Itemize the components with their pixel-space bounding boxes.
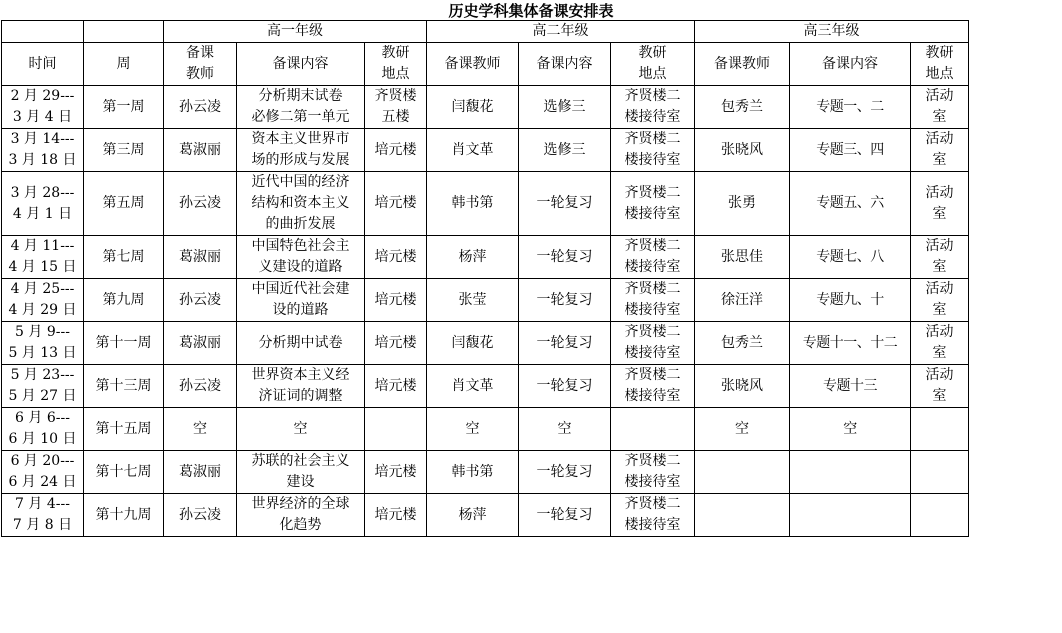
week-cell: 第一周 — [84, 86, 164, 129]
g3-teacher-cell: 徐汪洋 — [695, 279, 790, 322]
g2-location-cell — [611, 408, 695, 451]
g3-teacher-cell: 张勇 — [695, 172, 790, 236]
g2-location-cell: 齐贤楼二 楼接待室 — [611, 236, 695, 279]
g1-teacher-cell: 葛淑丽 — [164, 322, 237, 365]
g2-content-cell: 空 — [519, 408, 611, 451]
table-row — [2, 129, 969, 172]
time-cell: 3 月 28--- 4 月 1 日 — [2, 172, 84, 236]
g2-teacher-cell: 杨萍 — [427, 236, 519, 279]
g1-teacher-cell: 孙云凌 — [164, 279, 237, 322]
header-g2-content: 备课内容 — [519, 43, 611, 86]
g3-content-cell: 专题五、六 — [790, 172, 911, 236]
g2-content-cell: 一轮复习 — [519, 322, 611, 365]
g3-teacher-cell — [695, 494, 790, 537]
header-g3-teacher: 备课教师 — [695, 43, 790, 86]
g2-teacher-cell: 空 — [427, 408, 519, 451]
g2-teacher-cell: 肖文革 — [427, 365, 519, 408]
g3-location-cell — [911, 408, 969, 451]
g3-teacher-cell: 包秀兰 — [695, 86, 790, 129]
g3-content-cell: 专题十一、十二 — [790, 322, 911, 365]
g1-content-cell: 分析期中试卷 — [237, 322, 365, 365]
g1-location-cell: 培元楼 — [365, 322, 427, 365]
g2-teacher-cell: 闫馥花 — [427, 322, 519, 365]
grade-header-row — [2, 21, 969, 43]
column-header-row — [2, 43, 969, 86]
g1-content-cell: 分析期末试卷 必修二第一单元 — [237, 86, 365, 129]
week-cell: 第十五周 — [84, 408, 164, 451]
g2-teacher-cell: 韩书第 — [427, 172, 519, 236]
g1-location-cell: 齐贤楼 五楼 — [365, 86, 427, 129]
week-cell: 第十七周 — [84, 451, 164, 494]
corner-cell — [84, 21, 164, 43]
g3-teacher-cell: 张思佳 — [695, 236, 790, 279]
time-cell: 7 月 4--- 7 月 8 日 — [2, 494, 84, 537]
schedule-table — [1, 20, 969, 537]
week-cell: 第十九周 — [84, 494, 164, 537]
g2-content-cell: 一轮复习 — [519, 236, 611, 279]
table-row — [2, 494, 969, 537]
g3-content-cell — [790, 451, 911, 494]
time-cell: 4 月 11--- 4 月 15 日 — [2, 236, 84, 279]
table-row — [2, 322, 969, 365]
time-cell: 3 月 14--- 3 月 18 日 — [2, 129, 84, 172]
g2-teacher-cell: 闫馥花 — [427, 86, 519, 129]
header-g3-content: 备课内容 — [790, 43, 911, 86]
g1-teacher-cell: 葛淑丽 — [164, 236, 237, 279]
g3-teacher-cell: 空 — [695, 408, 790, 451]
page-title: 历史学科集体备课安排表 — [448, 2, 614, 20]
header-g2-location: 教研 地点 — [611, 43, 695, 86]
g3-location-cell: 活动 室 — [911, 365, 969, 408]
g3-location-cell: 活动 室 — [911, 129, 969, 172]
g2-teacher-cell: 张莹 — [427, 279, 519, 322]
grade-2-header: 高二年级 — [427, 21, 695, 43]
g3-teacher-cell: 张晓风 — [695, 129, 790, 172]
g2-content-cell: 选修三 — [519, 86, 611, 129]
g1-content-cell: 近代中国的经济 结构和资本主义 的曲折发展 — [237, 172, 365, 236]
g3-location-cell: 活动 室 — [911, 236, 969, 279]
week-cell: 第十一周 — [84, 322, 164, 365]
g1-teacher-cell: 葛淑丽 — [164, 129, 237, 172]
g3-location-cell — [911, 451, 969, 494]
table-row — [2, 365, 969, 408]
header-week: 周 — [84, 43, 164, 86]
g1-teacher-cell: 孙云凌 — [164, 494, 237, 537]
g1-location-cell: 培元楼 — [365, 129, 427, 172]
g3-content-cell — [790, 494, 911, 537]
header-g1-teacher: 备课 教师 — [164, 43, 237, 86]
header-g3-location: 教研 地点 — [911, 43, 969, 86]
g3-location-cell: 活动 室 — [911, 322, 969, 365]
g3-content-cell: 专题一、二 — [790, 86, 911, 129]
week-cell: 第九周 — [84, 279, 164, 322]
g2-location-cell: 齐贤楼二 楼接待室 — [611, 279, 695, 322]
g3-content-cell: 专题三、四 — [790, 129, 911, 172]
time-cell: 4 月 25--- 4 月 29 日 — [2, 279, 84, 322]
g2-content-cell: 一轮复习 — [519, 451, 611, 494]
g3-teacher-cell: 包秀兰 — [695, 322, 790, 365]
week-cell: 第七周 — [84, 236, 164, 279]
g2-location-cell: 齐贤楼二 楼接待室 — [611, 129, 695, 172]
table-row — [2, 172, 969, 236]
g1-content-cell: 世界经济的全球 化趋势 — [237, 494, 365, 537]
g3-teacher-cell — [695, 451, 790, 494]
g2-content-cell: 一轮复习 — [519, 172, 611, 236]
g1-content-cell: 世界资本主义经 济证词的调整 — [237, 365, 365, 408]
g3-content-cell: 专题九、十 — [790, 279, 911, 322]
week-cell: 第三周 — [84, 129, 164, 172]
g2-content-cell: 选修三 — [519, 129, 611, 172]
g1-location-cell: 培元楼 — [365, 279, 427, 322]
g1-location-cell — [365, 408, 427, 451]
g3-teacher-cell: 张晓风 — [695, 365, 790, 408]
time-cell: 6 月 6--- 6 月 10 日 — [2, 408, 84, 451]
g1-teacher-cell: 空 — [164, 408, 237, 451]
g2-teacher-cell: 韩书第 — [427, 451, 519, 494]
g2-content-cell: 一轮复习 — [519, 279, 611, 322]
time-cell: 5 月 23--- 5 月 27 日 — [2, 365, 84, 408]
header-g1-location: 教研 地点 — [365, 43, 427, 86]
table-row — [2, 451, 969, 494]
time-cell: 6 月 20--- 6 月 24 日 — [2, 451, 84, 494]
g2-location-cell: 齐贤楼二 楼接待室 — [611, 365, 695, 408]
g1-teacher-cell: 孙云凌 — [164, 365, 237, 408]
table-row — [2, 236, 969, 279]
header-time: 时间 — [2, 43, 84, 86]
g1-teacher-cell: 孙云凌 — [164, 172, 237, 236]
table-row — [2, 86, 969, 129]
week-cell: 第十三周 — [84, 365, 164, 408]
g2-location-cell: 齐贤楼二 楼接待室 — [611, 322, 695, 365]
table-row — [2, 408, 969, 451]
g3-location-cell: 活动 室 — [911, 86, 969, 129]
g2-location-cell: 齐贤楼二 楼接待室 — [611, 494, 695, 537]
g1-content-cell: 中国特色社会主 义建设的道路 — [237, 236, 365, 279]
g2-teacher-cell: 肖文革 — [427, 129, 519, 172]
g2-teacher-cell: 杨萍 — [427, 494, 519, 537]
grade-1-header: 高一年级 — [164, 21, 427, 43]
week-cell: 第五周 — [84, 172, 164, 236]
g1-content-cell: 苏联的社会主义 建设 — [237, 451, 365, 494]
table-row — [2, 279, 969, 322]
g1-teacher-cell: 孙云凌 — [164, 86, 237, 129]
grade-3-header: 高三年级 — [695, 21, 969, 43]
g2-location-cell: 齐贤楼二 楼接待室 — [611, 86, 695, 129]
time-cell: 2 月 29--- 3 月 4 日 — [2, 86, 84, 129]
corner-cell — [2, 21, 84, 43]
g3-location-cell: 活动 室 — [911, 279, 969, 322]
g2-location-cell: 齐贤楼二 楼接待室 — [611, 451, 695, 494]
g3-content-cell: 专题十三 — [790, 365, 911, 408]
schedule-body — [2, 21, 969, 537]
header-g1-content: 备课内容 — [237, 43, 365, 86]
g3-content-cell: 专题七、八 — [790, 236, 911, 279]
g2-location-cell: 齐贤楼二 楼接待室 — [611, 172, 695, 236]
g1-location-cell: 培元楼 — [365, 494, 427, 537]
g2-content-cell: 一轮复习 — [519, 365, 611, 408]
g1-teacher-cell: 葛淑丽 — [164, 451, 237, 494]
g1-location-cell: 培元楼 — [365, 172, 427, 236]
header-g2-teacher: 备课教师 — [427, 43, 519, 86]
g1-content-cell: 中国近代社会建 设的道路 — [237, 279, 365, 322]
g1-location-cell: 培元楼 — [365, 365, 427, 408]
g1-location-cell: 培元楼 — [365, 236, 427, 279]
g1-content-cell: 空 — [237, 408, 365, 451]
g2-content-cell: 一轮复习 — [519, 494, 611, 537]
g1-location-cell: 培元楼 — [365, 451, 427, 494]
g3-location-cell — [911, 494, 969, 537]
time-cell: 5 月 9--- 5 月 13 日 — [2, 322, 84, 365]
g3-location-cell: 活动 室 — [911, 172, 969, 236]
g3-content-cell: 空 — [790, 408, 911, 451]
g1-content-cell: 资本主义世界市 场的形成与发展 — [237, 129, 365, 172]
